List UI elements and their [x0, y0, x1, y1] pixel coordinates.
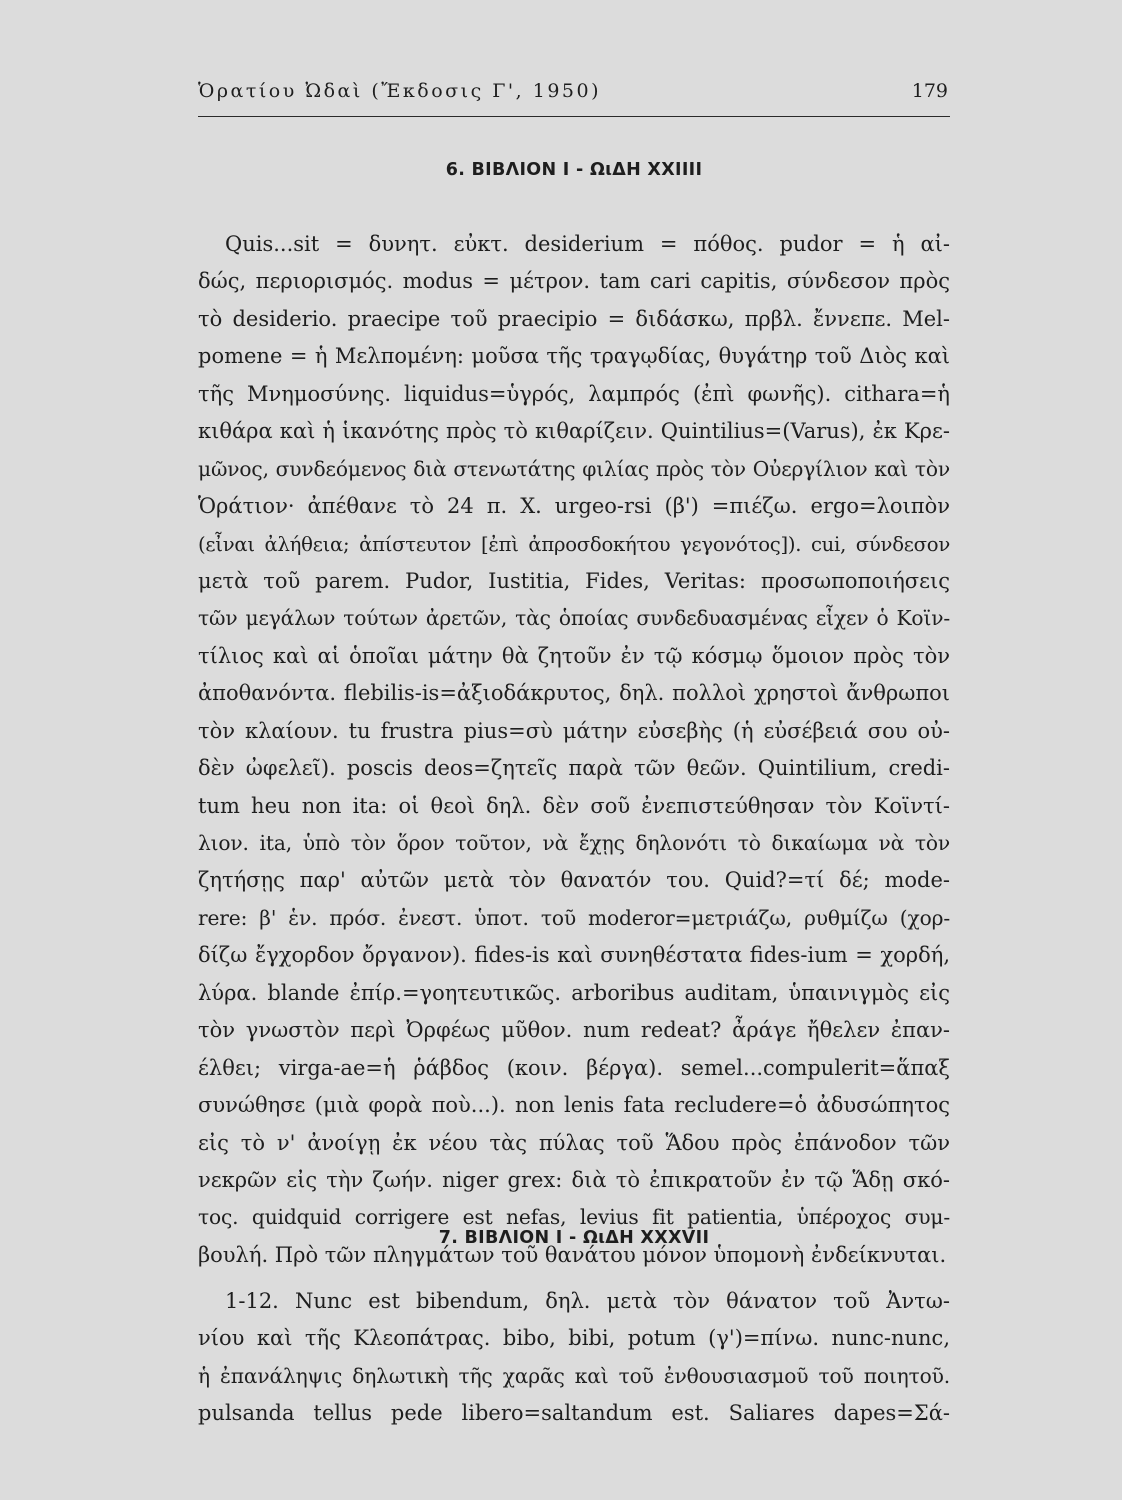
text-line: ἀποθανόντα. flebilis-is=ἀξιοδάκρυτος, δηλ. πολλοὶ χρηστοὶ ἄνθρωποι: [198, 681, 950, 706]
commentary-ode-24: [198, 226, 950, 1274]
text-line: ἡ ἐπανάληψις δηλωτικὴ τῆς χαρᾶς καὶ τοῦ ἐνθουσιασμοῦ τοῦ ποιητοῦ.: [198, 1363, 950, 1388]
text-line: pomene = ἡ Μελπομένη: μοῦσα τῆς τραγῳδίας, θυγάτηρ τοῦ Διὸς καὶ: [198, 344, 950, 369]
text-line: νίου καὶ τῆς Κλεοπάτρας. bibo, bibi, potum (γ')=πίνω. nunc-nunc,: [198, 1326, 950, 1351]
text-line: λιον. ita, ὑπὸ τὸν ὅρον τοῦτον, νὰ ἔχῃς δηλονότι τὸ δικαίωμα νὰ τὸν: [198, 831, 950, 855]
text-line: εἰς τὸ ν' ἀνοίγῃ ἐκ νέου τὰς πύλας τοῦ Ἅδου πρὸς ἐπάνοδον τῶν: [198, 1130, 950, 1155]
text-line: βουλή. Πρὸ τῶν πληγμάτων τοῦ θανάτου μόνον ὑπομονὴ ἐνδείκνυται.: [198, 1242, 947, 1267]
text-line: μῶνος, συνδεόμενος διὰ στενωτάτης φιλίας πρὸς τὸν Οὐεργίλιον καὶ τὸν: [198, 456, 950, 481]
header-rule: [198, 116, 950, 117]
text-line: νεκρῶν εἰς τὴν ζωήν. niger grex: διὰ τὸ ἐπικρατοῦν ἐν τῷ Ἅδῃ σκό-: [198, 1167, 950, 1192]
text-line: δίζω ἔγχορδον ὄργανον). fides-is καὶ συνηθέστατα fides-ium = χορδή,: [198, 943, 950, 968]
section-heading-ode-24: 6. ΒΙΒΛΙΟΝ Ι - ΩιΔΗ XXIIII: [445, 160, 703, 180]
text-line: δὲν ὠφελεῖ). poscis deos=ζητεῖς παρὰ τῶν θεῶν. Quintilium, credi-: [198, 756, 950, 781]
page-number: 179: [911, 80, 948, 102]
text-line: ζητήσῃς παρ' αὐτῶν μετὰ τὸν θανατόν του. Quid?=τί δέ; mode-: [198, 868, 950, 893]
section-heading-ode-37: 7. ΒΙΒΛΙΟΝ Ι - ΩιΔΗ XXXVII: [438, 1228, 710, 1248]
text-line: Ὁράτιον· ἀπέθανε τὸ 24 π. Χ. urgeo-rsi (β') =πιέζω. ergo=λοιπὸν: [198, 494, 950, 519]
text-line: μετὰ τοῦ parem. Pudor, Iustitia, Fides, Veritas: προσωποποιήσεις: [198, 568, 950, 593]
text-line: rere: β' ἑν. πρόσ. ἐνεστ. ὑποτ. τοῦ moderor=μετριάζω, ρυθμίζω (χορ-: [198, 905, 950, 930]
text-line: τῶν μεγάλων τούτων ἀρετῶν, τὰς ὁποίας συνδεδυασμένας εἶχεν ὁ Κοϊν-: [198, 606, 950, 631]
text-line: κιθάρα καὶ ἡ ἱκανότης πρὸς τὸ κιθαρίζειν. Quintilius=(Varus), ἐκ Κρε-: [198, 419, 950, 444]
text-line: δώς, περιορισμός. modus = μέτρον. tam cari capitis, σύνδεσον πρὸς: [198, 269, 950, 294]
text-line: τὸν γνωστὸν περὶ Ὀρφέως μῦθον. num redeat? ἆράγε ἤθελεν ἐπαν-: [198, 1018, 950, 1043]
text-line: τῆς Μνημοσύνης. liquidus=ὑγρός, λαμπρός (ἐπὶ φωνῆς). cithara=ἡ: [198, 381, 950, 406]
text-line: (εἶναι ἀλήθεια; ἀπίστευτον [ἐπὶ ἀπροσδοκήτου γεγονότος]). cui, σύνδεσον: [198, 532, 950, 556]
text-line: τος. quidquid corrigere est nefas, levius fit patientia, ὑπέροχος συμ-: [198, 1205, 950, 1230]
text-line: έλθει; virga-ae=ἡ ῥάβδος (κοιν. βέργα). semel...compulerit=ἅπαξ: [198, 1055, 950, 1080]
commentary-ode-37: [198, 1283, 950, 1433]
text-line: Quis...sit = δυνητ. εὐκτ. desiderium = πόθος. pudor = ἡ αἰ-: [225, 232, 950, 256]
text-line: τίλιος καὶ αἱ ὁποῖαι μάτην θὰ ζητοῦν ἐν τῷ κόσμῳ ὅμοιον πρὸς τὸν: [198, 643, 950, 668]
text-line: tum heu non ita: οἱ θεοὶ δηλ. δὲν σοῦ ἐνεπιστεύθησαν τὸν Κοϊντί-: [198, 793, 950, 818]
running-title: Ὁρατίου Ὠδαὶ (Ἔκδοσις Γ', 1950): [198, 80, 602, 102]
text-line: συνώθησε (μιὰ φορὰ ποὺ...). non lenis fata recludere=ὁ ἀδυσώπητος: [198, 1093, 950, 1118]
page-header: [198, 78, 950, 118]
text-line: 1-12. Nunc est bibendum, δηλ. μετὰ τὸν θάνατον τοῦ Ἀντω-: [225, 1289, 950, 1313]
text-line: λύρα. blande ἐπίρ.=γοητευτικῶς. arboribus auditam, ὑπαινιγμὸς εἰς: [198, 980, 950, 1005]
text-line: τὸν κλαίουν. tu frustra pius=σὺ μάτην εὐσεβὴς (ἡ εὐσέβειά σου οὐ-: [198, 718, 950, 743]
text-line: τὸ desiderio. praecipe τοῦ praecipio = διδάσκω, πρβλ. ἔννεπε. Mel-: [198, 306, 950, 331]
text-line: pulsanda tellus pede libero=saltandum est. Saliares dapes=Σά-: [198, 1401, 950, 1426]
